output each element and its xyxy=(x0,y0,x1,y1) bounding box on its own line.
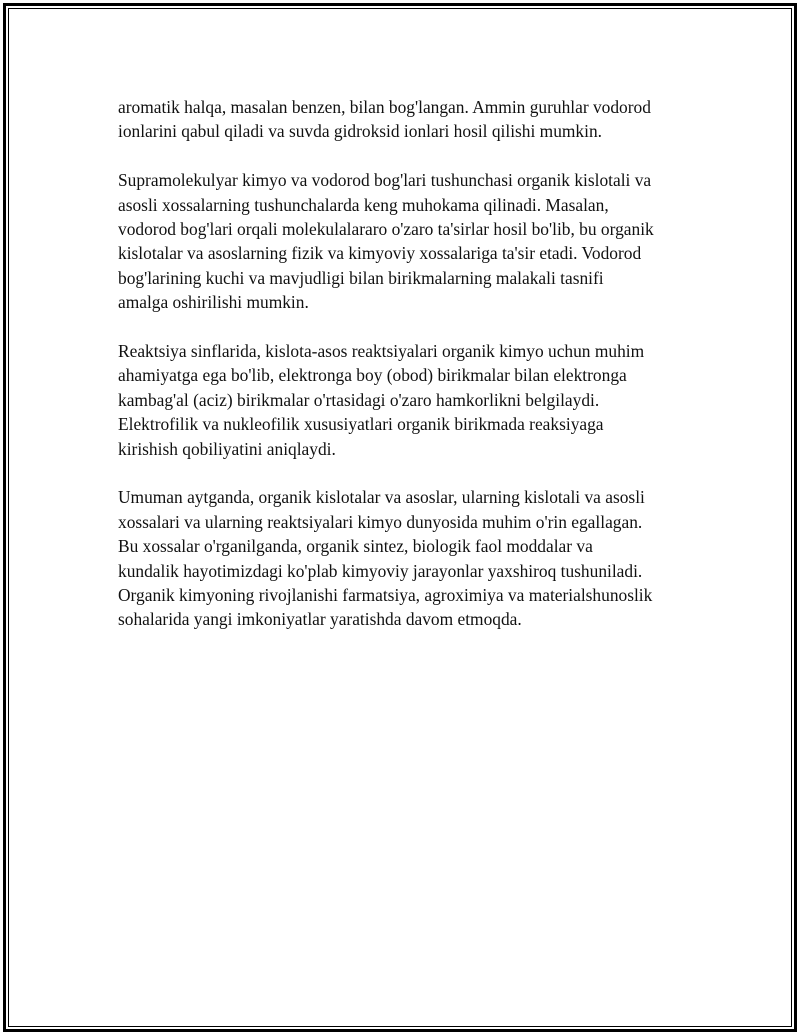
paragraph-3: Reaktsiya sinflarida, kislota-asos reaktsiyalari organik kimyo uchun muhim ahamiyatga ega bo'lib, elektronga boy (obod) birikmalar bilan elektronga kambag'al (aciz) birikmalar o'rtasidagi o'zaro hamkorlikni belgilaydi. Elektrofilik va nukleofilik xususiyatlari organik birikmada reaksiyaga kirishish qobiliyatini aniqlaydi. xyxy=(118,341,645,459)
page-border xyxy=(3,3,797,1032)
paragraph-1: aromatik halqa, masalan benzen, bilan bog'langan. Ammin guruhlar vodorod ionlarini qabul qiladi va suvda gidroksid ionlari hosil qilishi mumkin. xyxy=(118,97,651,142)
paragraph-2: Supramolekulyar kimyo va vodorod bog'lari tushunchasi organik kislotali va asosli xossalarning tushunchalarda keng muhokama qilinadi. Masalan, vodorod bog'lari orqali molekulalararo o'zaro ta'sirlar hosil bo'lib, bu organik kislotalar va asoslarning fizik va kimyoviy xossalariga ta'sir etadi. Vodorod bog'larining kuchi va mavjudligi bilan birikmalarning malakali tasnifi amalga oshirilishi mumkin. xyxy=(118,170,654,313)
paragraph-4: Umuman aytganda, organik kislotalar va asoslar, ularning kislotali va asosli xossalari va ularning reaktsiyalari kimyo dunyosida muhim o'rin egallagan. Bu xossalar o'rganilganda, organik sintez, biologik faol moddalar va kundalik hayotimizdagi ko'plab kimyoviy jarayonlar yaxshiroq tushuniladi. Organik kimyoning rivojlanishi farmatsiya, agroximiya va materialshunoslik sohalarida yangi imkoniyatlar yaratishda davom etmoqda. xyxy=(118,487,653,630)
document-body xyxy=(118,95,708,656)
